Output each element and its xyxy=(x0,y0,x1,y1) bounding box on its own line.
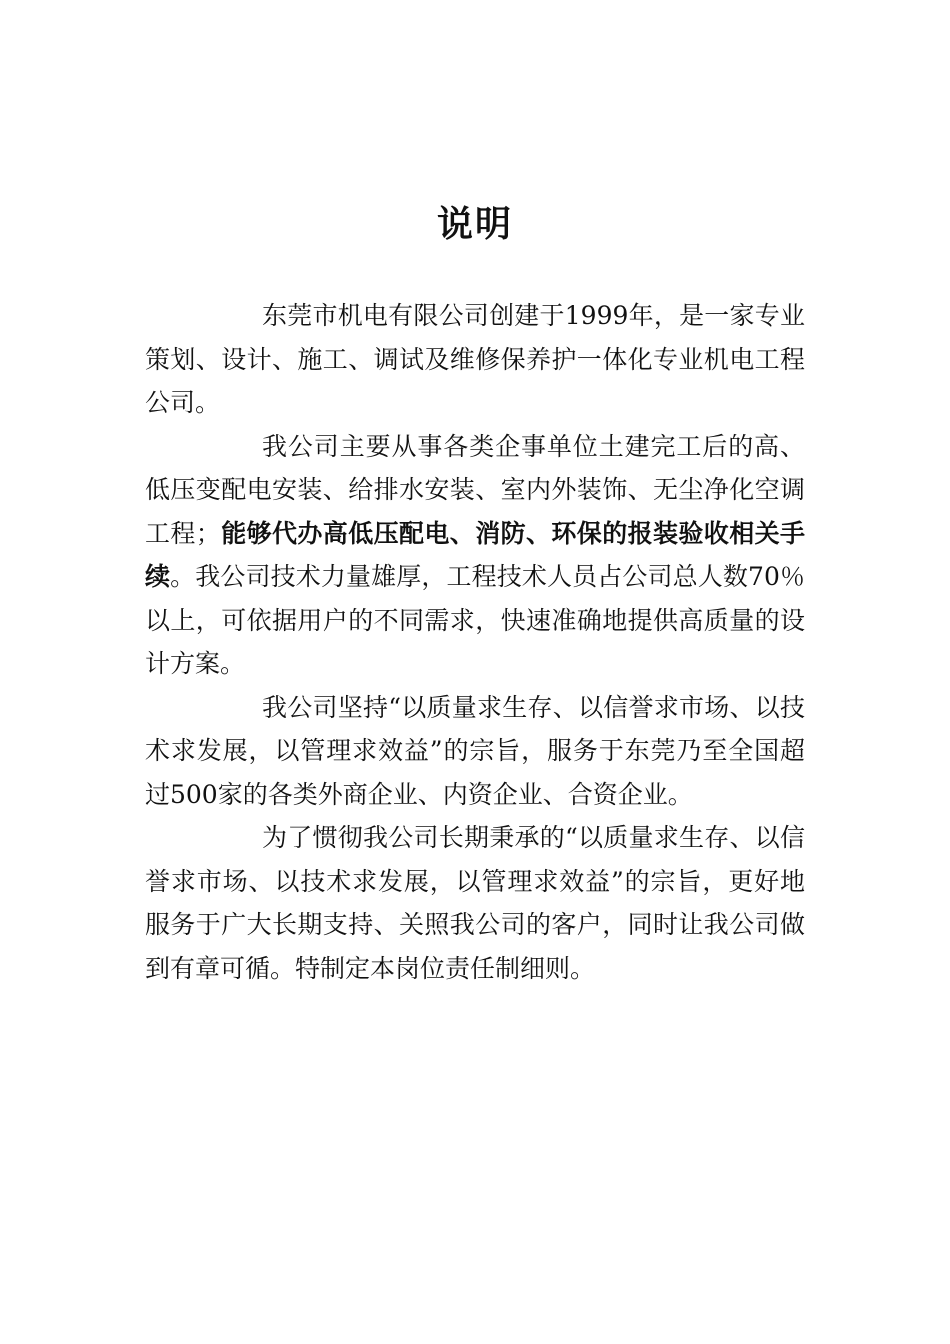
business-scope-text: 我公司主要从事各类企事单位土建完工后的高、低压变配电安装、给排水安装、室内外装饰、无尘净化空调工程； xyxy=(145,431,805,548)
paragraph-company-intro: 东莞市机电有限公司创建于1999年，是一家专业策划、设计、施工、调试及维修保养护一体化专业机电工程公司。 xyxy=(145,301,805,417)
paragraph-purpose: 为了惯彻我公司长期秉承的“以质量求生存、以信誉求市场、以技术求发展，以管理求效益”的宗旨，更好地服务于广大长期支持、关照我公司的客户，同时让我公司做到有章可循。特制定本岗位责任制细则。 xyxy=(145,823,805,983)
document-title: 说明 xyxy=(436,204,513,245)
document-body xyxy=(145,294,805,990)
business-scope-text-cont: 。我公司技术力量雄厚，工程技术人员占公司总人数70％以上，可依据用户的不同需求，快速准确地提供高质量的设计方案。 xyxy=(145,562,805,678)
paragraph-company-tenet: 我公司坚持“以质量求生存、以信誉求市场、以技术求发展，以管理求效益”的宗旨，服务于东莞乃至全国超过500家的各类外商企业、内资企业、合资企业。 xyxy=(145,692,805,809)
paragraph-business-scope xyxy=(145,425,805,686)
business-scope-highlight: 能够代办高低压配电、消防、环保的报装验收相关手续 xyxy=(145,518,805,591)
